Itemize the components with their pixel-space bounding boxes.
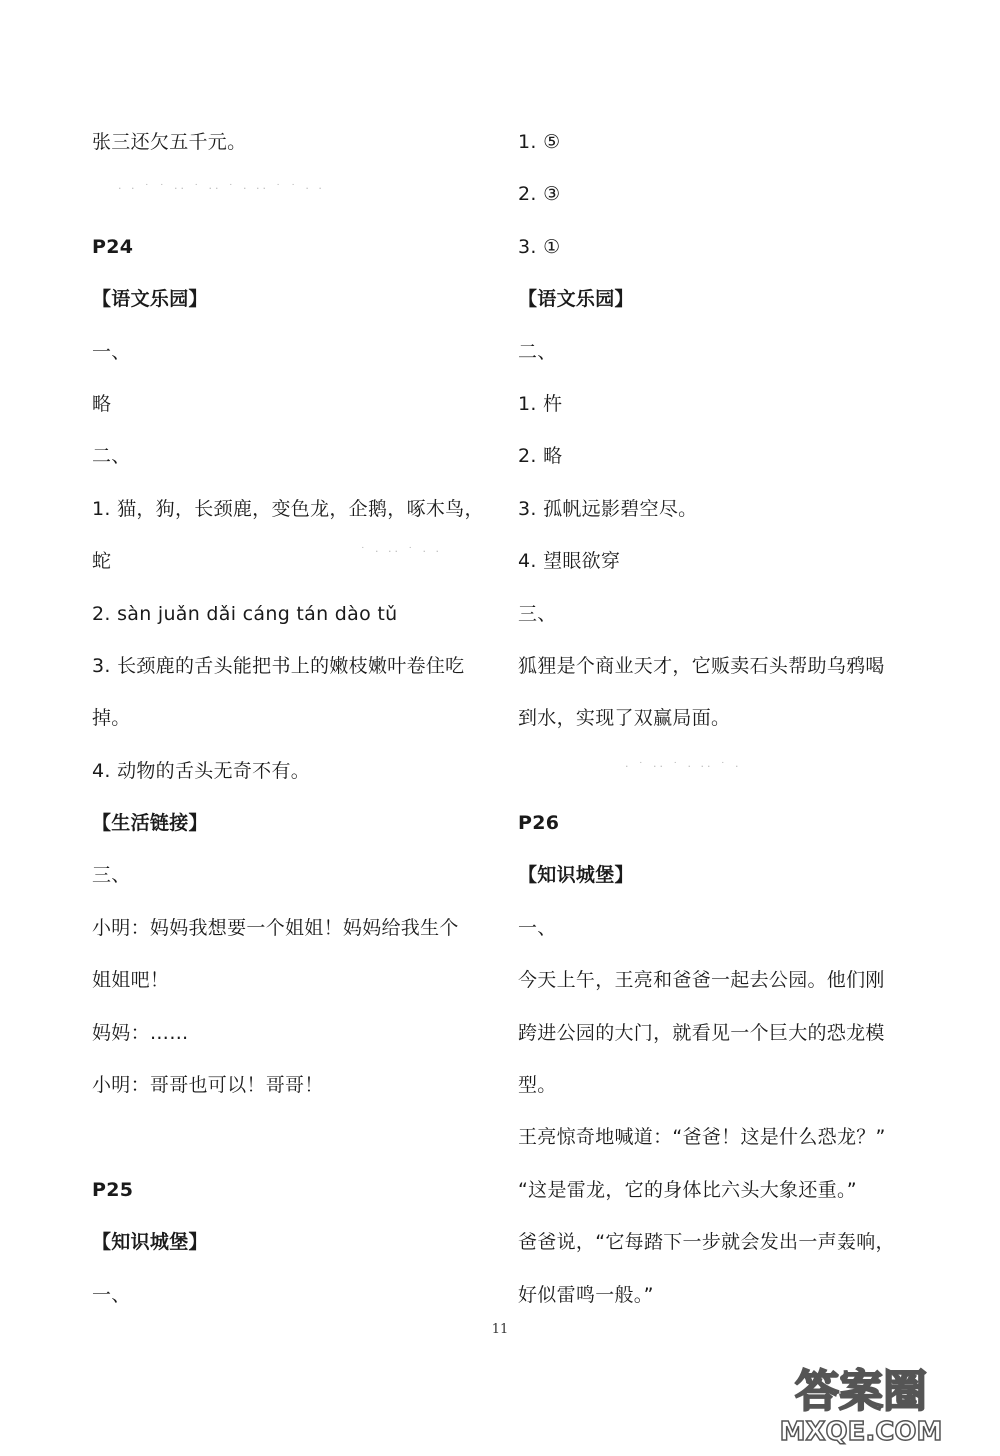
left-line: P24 [92,235,134,258]
right-line: 王亮惊奇地喊道：“爸爸！这是什么恐龙？” [518,1126,886,1149]
right-line: 1. ⑤ [518,131,561,153]
right-line: 狐狸是个商业天才，它贩卖石头帮助乌鸦喝 [518,654,885,677]
right-line: 型。 [518,1074,557,1097]
left-line: 一、 [92,1283,131,1306]
right-line: 好似雷鸣一般。” [518,1283,654,1306]
left-line: 二、 [92,445,131,468]
right-line: 今天上午，王亮和爸爸一起去公园。他们刚 [518,969,885,992]
left-line: 一、 [92,340,131,363]
svg-text:答案圈: 答案圈 [795,1366,927,1417]
right-line: 2. ③ [518,183,561,206]
left-line: 三、 [92,864,131,887]
left-line: 【语文乐园】 [92,288,208,311]
left-line: 张三还欠五千元。 [92,131,247,153]
right-line: P26 [518,812,560,835]
right-line: 一、 [518,916,557,939]
watermark-logo [736,1354,986,1446]
right-line: 到水，实现了双赢局面。 [518,707,731,730]
left-line: 3. 长颈鹿的舌头能把书上的嫩枝嫩叶卷住吃 [92,654,465,677]
right-line: 三、 [518,602,557,625]
right-line: 3. 孤帆远影碧空尽。 [518,497,698,520]
left-line: 1. 猫，狗，长颈鹿，变色龙，企鹅，啄木鸟， [92,497,484,520]
right-line: 爸爸说，“它每踏下一步就会发出一声轰响， [518,1231,895,1254]
left-line: 妈妈：…… [92,1021,189,1044]
left-line [92,1111,492,1163]
left-line: P25 [92,1178,134,1201]
right-line: 4. 望眼欲穿 [518,550,621,573]
left-line: 【知识城堡】 [92,1231,208,1254]
left-column [92,116,492,1321]
left-line: 掉。 [92,707,131,730]
right-line: “这是雷龙，它的身体比六头大象还重。” [518,1178,857,1201]
left-line: 2. sàn juǎn dǎi cáng tán dào tǔ [92,602,398,625]
left-line: 【生活链接】 [92,812,208,835]
right-line: 跨进公园的大门，就看见一个巨大的恐龙模 [518,1021,885,1044]
right-column [518,116,918,1321]
scan-noise: · · ˙ ˙ ·· ˙ ·· ˙ · ·· ˙ ˙ · · [118,182,325,195]
svg-text:MXQE.COM: MXQE.COM [779,1417,943,1446]
left-line: 姐姐吧！ [92,969,170,992]
right-line: 1. 杵 [518,392,563,415]
scan-noise: ˙ · ·· ˙ · · [360,545,442,558]
left-line: 蛇 [92,550,112,573]
left-line: 小明：哥哥也可以！哥哥！ [92,1074,324,1097]
page-number: 11 [491,1322,509,1337]
scan-noise: · ˙ ·· ˙ · ·· ˙ · [625,760,742,773]
left-line: 4. 动物的舌头无奇不有。 [92,759,311,782]
left-line: 小明：妈妈我想要一个姐姐！妈妈给我生个 [92,916,459,939]
right-line: 【知识城堡】 [518,864,634,887]
right-line: 【语文乐园】 [518,288,634,311]
left-line: 略 [92,392,112,415]
right-line: 2. 略 [518,445,563,468]
right-line: 3. ① [518,235,561,258]
right-line: 二、 [518,340,557,363]
